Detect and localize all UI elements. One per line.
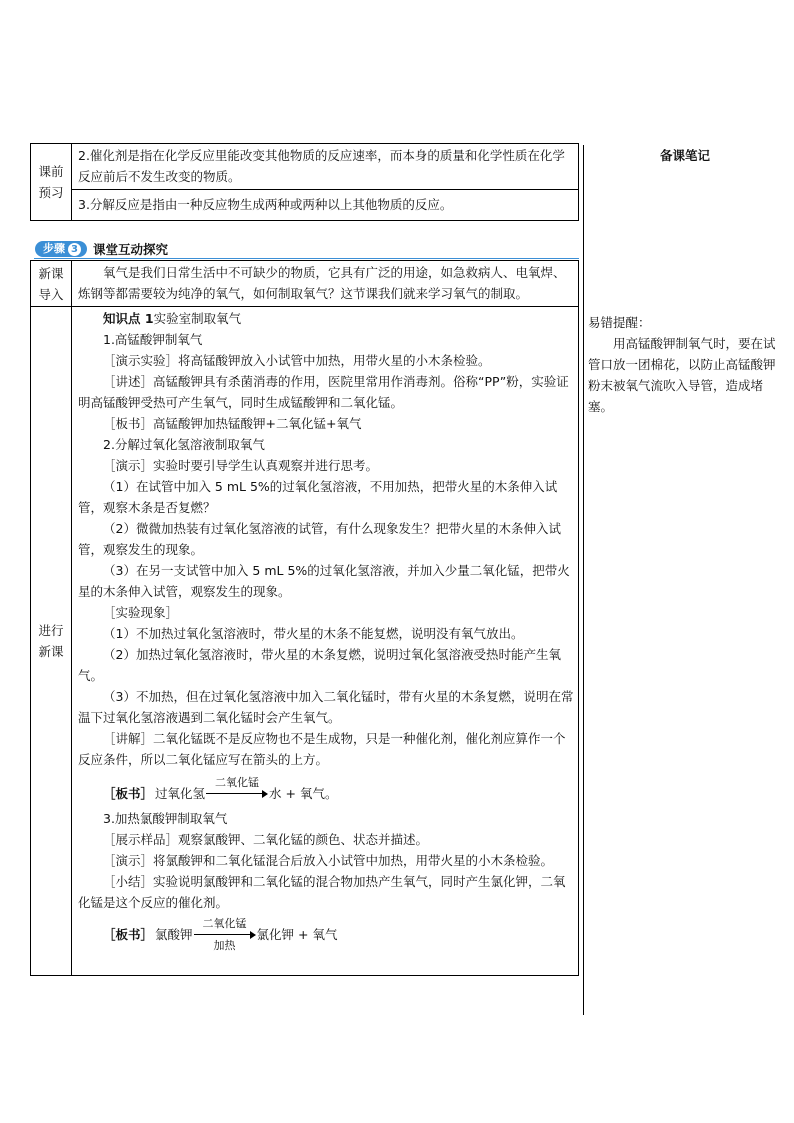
- lesson-line: （3）不加热，但在过氧化氢溶液中加入二氧化锰时，带有火星的木条复燃，说明在常温下过氧化氢溶液遇到二氧化锰时会产生氧气。: [78, 689, 574, 725]
- equation-hydrogen-peroxide: [103, 774, 574, 804]
- preview-label: [31, 144, 72, 221]
- knowledge-point-number: 知识点 1: [103, 311, 154, 326]
- eq1-products: 水 + 氧气。: [269, 786, 338, 801]
- knowledge-point-heading: [78, 308, 574, 329]
- lesson-line: ［演示实验］将高锰酸钾放入小试管中加热，用带火星的小木条检验。: [103, 353, 491, 368]
- preview-row-2: 3.分解反应是指由一种反应物生成两种或两种以上其他物质的反应。: [72, 190, 579, 221]
- knowledge-point-title: 实验室制取氧气: [153, 311, 242, 326]
- side-notes-block: [588, 312, 786, 417]
- preview-label-text: 课前预习: [38, 164, 64, 200]
- step-header: [35, 240, 168, 258]
- lesson-line: 1.高锰酸钾制氧气: [103, 332, 203, 347]
- lesson-line: ［讲解］二氧化锰既不是反应物也不是生成物，只是一种催化剂，催化剂应算作一个反应条件，所以二氧化锰应写在箭头的上方。: [78, 731, 566, 767]
- lesson-line: ［讲述］高锰酸钾具有杀菌消毒的作用，医院里常用作消毒剂。俗称“PP”粉，实验证明高锰酸钾受热可产生氧气，同时生成锰酸钾和二氧化锰。: [78, 374, 569, 410]
- side-divider: [583, 145, 584, 1015]
- equation-potassium-chlorate: [103, 917, 574, 953]
- step-badge: [35, 241, 87, 257]
- lesson-line: （1）在试管中加入 5 mL 5%的过氧化氢溶液，不用加热，把带火星的木条伸入试管，观察木条是否复燃？: [78, 479, 558, 515]
- side-notes-title: 备课笔记: [659, 148, 710, 163]
- lesson-line: 2.分解过氧化氢溶液制取氧气: [103, 437, 265, 452]
- lesson-line: ［实验现象］: [103, 605, 179, 620]
- lesson-line: （3）在另一支试管中加入 5 mL 5%的过氧化氢溶液，并加入少量二氧化锰，把带火星的木条伸入试管，观察发生的现象。: [78, 563, 570, 599]
- preview-table: [30, 143, 579, 221]
- reaction-arrow-icon: [194, 917, 256, 953]
- eq2-products: 氯化钾 + 氧气: [256, 927, 338, 942]
- side-error-text: 用高锰酸钾制氧气时，要在试管口放一团棉花，以防止高锰酸钾粉末被氧气流吹入导管，造成堵塞。: [588, 336, 776, 414]
- eq2-reactant: 氯酸钾: [155, 927, 193, 942]
- step-number: 3: [68, 243, 81, 256]
- step-title: 课堂互动探究: [93, 241, 169, 257]
- side-error-label: 易错提醒：: [588, 315, 651, 330]
- intro-label: [31, 261, 72, 307]
- lesson-line: （1）不加热过氧化氢溶液时，带火星的木条不能复燃，说明没有氧气放出。: [103, 626, 524, 641]
- eq2-condition: 加热: [213, 939, 236, 952]
- lesson-line: ［小结］实验说明氯酸钾和二氧化锰的混合物加热产生氧气，同时产生氯化钾，二氧化锰是这个反应的催化剂。: [78, 874, 566, 910]
- lesson-line: （2）微微加热装有过氧化氢溶液的试管，有什么现象发生？把带火星的木条伸入试管，观察发生的现象。: [78, 521, 561, 557]
- lesson-table: [30, 260, 579, 976]
- lesson-line: ［展示样品］观察氯酸钾、二氧化锰的颜色、状态并描述。: [103, 832, 429, 847]
- board-label: ［板书］: [103, 786, 154, 801]
- board-label: ［板书］: [103, 927, 154, 942]
- intro-cell: [72, 261, 579, 307]
- intro-text: 氧气是我们日常生活中不可缺少的物质，它具有广泛的用途，如急救病人、电氧焊、炼钢等都需要较为纯净的氧气，如何制取氧气？这节课我们就来学习氧气的制取。: [78, 265, 566, 301]
- lesson-line: （2）加热过氧化氢溶液时，带火星的木条复燃，说明过氧化氢溶液受热时能产生氧气。: [78, 647, 561, 683]
- step-underline: [34, 258, 579, 259]
- preview-row-1: 2.催化剂是指在化学反应里能改变其他物质的反应速率，而本身的质量和化学性质在化学反应前后不发生改变的物质。: [72, 144, 579, 190]
- eq1-reactant: 过氧化氢: [155, 786, 206, 801]
- lesson-label-text: 进行新课: [38, 623, 64, 659]
- lesson-line: ［演示］将氯酸钾和二氧化锰混合后放入小试管中加热，用带火星的小木条检验。: [103, 853, 554, 868]
- lesson-line: ［板书］高锰酸钾加热锰酸钾+二氧化锰+氧气: [103, 416, 362, 431]
- step-badge-text: 步骤: [43, 242, 65, 255]
- reaction-arrow-icon: [206, 776, 268, 804]
- eq2-catalyst: 二氧化锰: [202, 917, 247, 930]
- lesson-label: [31, 307, 72, 976]
- intro-label-text: 新课导入: [38, 265, 64, 302]
- lesson-line: ［演示］实验时要引导学生认真观察并进行思考。: [103, 458, 379, 473]
- lesson-cell: [72, 307, 579, 976]
- lesson-line: 3.加热氯酸钾制取氧气: [103, 811, 228, 826]
- eq1-catalyst: 二氧化锰: [215, 776, 260, 789]
